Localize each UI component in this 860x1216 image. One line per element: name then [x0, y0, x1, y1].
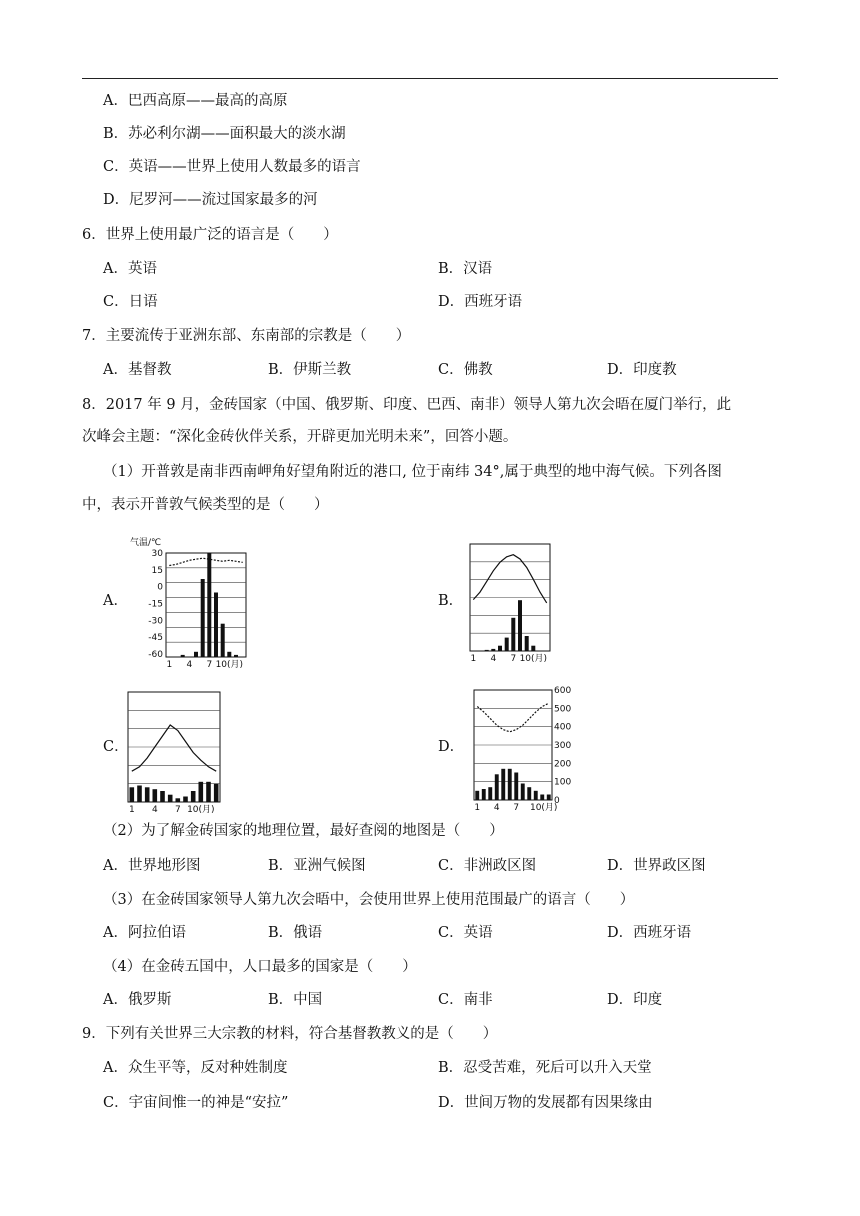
chart-b-precip-bar	[498, 646, 502, 651]
q6-option-a[interactable]: A．英语	[103, 261, 157, 277]
q9-stem: 9．下列有关世界三大宗教的材料，符合基督教教义的是（ ）	[82, 1026, 498, 1042]
climate-chart-a-svg	[126, 535, 256, 671]
chart-a-precip-bar	[221, 624, 225, 657]
q9-option-a[interactable]: A．众生平等，反对种姓制度	[103, 1060, 288, 1076]
chart-d-precip-bar	[508, 769, 512, 800]
chart-d-x-tick: 1	[474, 803, 481, 813]
chart-c-x-tick: 1	[128, 805, 135, 815]
chart-b-x-tick: 7	[510, 654, 517, 664]
chart-a-precip-bar	[201, 579, 205, 657]
chart-a-y-tick: 30	[151, 549, 163, 559]
chart-d-y-tick: 600	[554, 686, 572, 696]
q9-option-b[interactable]: B．忍受苦难，死后可以升入天堂	[438, 1060, 652, 1076]
q6-option-c[interactable]: C．日语	[103, 294, 158, 310]
chart-d-precip-bar	[547, 795, 551, 801]
chart-d-x-tick: 10	[530, 803, 542, 813]
climate-chart-a[interactable]	[126, 535, 256, 671]
q9-option-d[interactable]: D．世间万物的发展都有因果缘由	[438, 1095, 653, 1111]
chart-c-label[interactable]: C．	[103, 739, 129, 755]
chart-a-x-tick: 1	[166, 660, 173, 670]
chart-c-x-tick: 7	[174, 805, 181, 815]
q8-sub4-option-d[interactable]: D．印度	[607, 992, 663, 1008]
chart-a-x-tick: 7	[206, 660, 213, 670]
q5-option-c[interactable]: C．英语——世界上使用人数最多的语言	[103, 159, 361, 175]
chart-d-y-tick: 200	[554, 759, 572, 770]
chart-a-y-tick: -30	[148, 616, 163, 627]
q8-sub2-option-c[interactable]: C．非洲政区图	[438, 858, 537, 874]
q6-stem: 6．世界上使用最广泛的语言是（ ）	[82, 227, 338, 243]
q6-option-b[interactable]: B．汉语	[438, 261, 493, 277]
q8-sub3-option-b[interactable]: B．俄语	[268, 925, 323, 941]
q8-sub3-stem: （3）在金砖国家领导人第九次会晤中，会使用世界上使用范围最广的语言（ ）	[103, 892, 635, 908]
q8-sub4-option-c[interactable]: C．南非	[438, 992, 493, 1008]
chart-d-precip-bar	[501, 769, 505, 800]
climate-chart-d-svg	[470, 682, 585, 812]
q5-option-d[interactable]: D．尼罗河——流过国家最多的河	[103, 192, 318, 208]
chart-a-y-tick: -60	[148, 649, 163, 660]
chart-c-precip-bar	[145, 787, 150, 802]
chart-c-precip-bar	[199, 782, 204, 802]
q8-sub4-stem: （4）在金砖五国中，人口最多的国家是（ ）	[103, 959, 417, 975]
chart-c-precip-bar	[130, 787, 135, 802]
climate-chart-d[interactable]	[470, 682, 585, 812]
chart-b-label[interactable]: B．	[438, 593, 464, 609]
chart-c-precip-bar	[191, 791, 196, 802]
q7-option-d[interactable]: D．印度教	[607, 362, 677, 378]
chart-a-y-tick: -15	[148, 599, 163, 610]
chart-d-precip-bar	[534, 791, 538, 800]
q8-sub3-option-d[interactable]: D．西班牙语	[607, 925, 692, 941]
chart-c-temperature-line	[132, 725, 216, 771]
q8-sub4-option-b[interactable]: B．中国	[268, 992, 323, 1008]
chart-a-y-tick: -45	[148, 633, 163, 644]
chart-d-y-tick: 100	[554, 777, 572, 788]
chart-d-x-tick: 7	[513, 803, 520, 813]
chart-d-x-tick: 4	[493, 803, 500, 813]
chart-c-precip-bar	[206, 782, 211, 802]
climate-chart-c-svg	[126, 690, 226, 815]
chart-a-ylabel: 气温/℃	[130, 538, 162, 548]
chart-b-precip-bar	[491, 649, 495, 651]
q6-option-d[interactable]: D．西班牙语	[438, 294, 523, 310]
chart-a-precip-bar	[227, 652, 231, 657]
chart-a-label[interactable]: A．	[103, 593, 128, 609]
q7-stem: 7．主要流传于亚洲东部、东南部的宗教是（ ）	[82, 328, 411, 344]
q8-sub1-line2: 中，表示开普敦气候类型的是（ ）	[82, 497, 329, 513]
header-rule	[82, 78, 778, 79]
chart-b-x-tick: 4	[490, 654, 497, 664]
chart-d-precip-bar	[521, 784, 525, 801]
q7-option-b[interactable]: B．伊斯兰教	[268, 362, 352, 378]
q5-option-b[interactable]: B．苏必利尔湖——面积最大的淡水湖	[103, 126, 346, 142]
chart-b-precip-bar	[531, 646, 535, 651]
chart-c-x-tick: 4	[151, 805, 158, 815]
chart-c-precip-bar	[183, 797, 188, 803]
chart-d-x-tick: (月)	[541, 803, 558, 813]
chart-c-precip-bar	[153, 789, 158, 802]
chart-d-precip-bar	[482, 789, 486, 800]
q8-sub2-option-a[interactable]: A．世界地形图	[103, 858, 201, 874]
chart-a-x-tick: 4	[186, 660, 193, 670]
chart-b-precip-bar	[485, 650, 489, 651]
chart-a-precip-bar	[234, 655, 238, 657]
chart-a-frame	[166, 553, 246, 657]
q7-option-a[interactable]: A．基督教	[103, 362, 172, 378]
chart-c-x-tick: 10(月)	[187, 805, 215, 815]
q8-sub2-stem: （2）为了解金砖国家的地理位置，最好查阅的地图是（ ）	[103, 823, 504, 839]
chart-d-precip-bar	[540, 795, 544, 801]
chart-d-y-tick: 300	[554, 741, 572, 751]
q8-sub1-line1: （1）开普敦是南非西南岬角好望角附近的港口, 位于南纬 34°,属于典型的地中海气候。下列各图	[103, 464, 722, 480]
chart-c-precip-bar	[214, 784, 219, 802]
q8-stem-line2: 次峰会主题：“深化金砖伙伴关系，开辟更加光明未来”，回答小题。	[82, 429, 518, 445]
chart-b-x-tick: 10(月)	[519, 654, 548, 664]
chart-d-precip-bar	[514, 773, 518, 801]
chart-c-precip-bar	[160, 791, 165, 802]
chart-a-precip-bar	[194, 652, 198, 657]
q9-option-c[interactable]: C．宇宙间惟一的神是“安拉”	[103, 1095, 289, 1111]
chart-a-precip-bar	[181, 655, 185, 657]
chart-a-precip-bar	[214, 593, 218, 658]
chart-d-precip-bar	[495, 774, 499, 800]
chart-d-y-tick: 0	[554, 796, 560, 806]
q7-option-c[interactable]: C．佛教	[438, 362, 493, 378]
chart-a-y-tick: 0	[157, 582, 163, 593]
chart-b-precip-bar	[511, 618, 515, 651]
climate-chart-b-svg	[466, 540, 566, 665]
chart-d-temperature-line	[477, 703, 549, 732]
chart-a-precip-bar	[207, 553, 211, 657]
chart-c-precip-bar	[168, 795, 173, 802]
chart-d-label[interactable]: D．	[438, 739, 465, 755]
chart-d-y-tick: 500	[554, 704, 572, 715]
q8-sub3-option-a[interactable]: A．阿拉伯语	[103, 925, 186, 941]
chart-b-precip-bar	[505, 638, 509, 651]
chart-d-precip-bar	[488, 787, 492, 800]
q8-stem-line1: 8．2017 年 9 月，金砖国家（中国、俄罗斯、印度、巴西、南非）领导人第九次会晤在厦门举行，此	[82, 397, 732, 413]
climate-chart-b[interactable]	[466, 540, 566, 665]
chart-b-precip-bar	[518, 600, 522, 651]
climate-chart-c[interactable]	[126, 690, 226, 815]
chart-a-x-tick: 10(月)	[215, 660, 244, 670]
chart-d-precip-bar	[527, 787, 531, 800]
q8-sub2-option-b[interactable]: B．亚洲气候图	[268, 858, 366, 874]
chart-b-x-tick: 1	[470, 654, 477, 664]
q8-sub2-option-d[interactable]: D．世界政区图	[607, 858, 706, 874]
chart-d-precip-bar	[475, 791, 479, 800]
chart-c-precip-bar	[176, 798, 181, 802]
chart-a-temperature-line	[169, 558, 242, 565]
chart-a-y-tick: 15	[151, 565, 163, 576]
chart-d-y-tick: 400	[554, 722, 572, 733]
q8-sub4-option-a[interactable]: A．俄罗斯	[103, 992, 172, 1008]
q8-sub3-option-c[interactable]: C．英语	[438, 925, 493, 941]
chart-c-precip-bar	[137, 786, 142, 803]
q5-option-a[interactable]: A．巴西高原——最高的高原	[103, 93, 288, 109]
chart-b-precip-bar	[525, 636, 529, 651]
